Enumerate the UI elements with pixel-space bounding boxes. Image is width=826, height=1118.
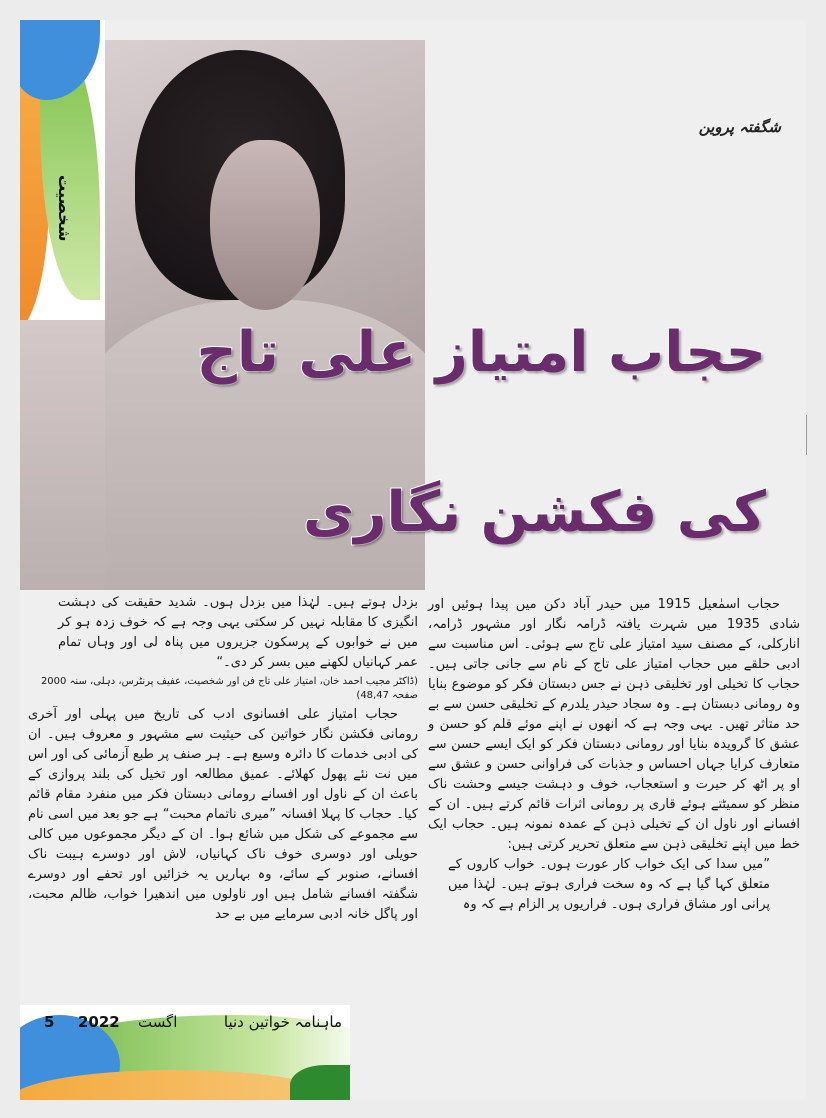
divider	[806, 415, 807, 455]
text-line: کر حیرت و استعجاب، خوف و دہشت جیسے وحشت ناک منظر کو سمیٹتے ہوئے	[428, 777, 801, 812]
quote-line: دہشت انگیزی کا مقابلہ نہیں کر سکتی یہی وجہ ہے کہ خوف زدہ	[58, 595, 418, 630]
text-line: تخلیقی حسن سے بے حد متاثر تھیں۔ یہی وجہ ہے کہ انھوں نے اپنے موئے	[428, 697, 800, 732]
text-line: تخیلی ذہن کے عمدہ نمونہ ہیں۔ حجاب ایک خط میں اپنے تخلیقی ذہن سے	[428, 817, 800, 852]
text-line: میں اندھیرا خواب، ظالم محبت، اور پاگل خانہ ادبی سرمایے میں بے حد	[28, 887, 418, 922]
text-line: متعارف کرایا جہاں احساس و جذبات کی فراوانی حسن و عشق سے او پر اٹھ	[428, 757, 800, 792]
quote-line: وہاں تمام عمر کہانیاں لکھنے میں بسر کر دی۔“	[58, 635, 418, 670]
text-line: شائع ہوا۔ ان کے دیگر مجموعوں میں کالی حویلی اور دوسری خوف ناک	[28, 827, 418, 862]
text-line: ناول اور افسانے رومانی دبستان فکر میں منفرد مقام قائم کیا۔ حجاب کا پہلا	[28, 787, 419, 822]
block-quote	[428, 855, 800, 915]
paragraph	[428, 595, 800, 855]
magazine-name: ماہنامہ خواتین دنیا	[223, 1013, 342, 1031]
text-line: پھول کھلائے۔ عمیق مطالعہ اور تخیل کی بلند پروازی کے باعث ان کے	[28, 767, 418, 802]
block-quote	[28, 593, 418, 673]
paragraph	[28, 705, 418, 925]
text-line: دبستان فکر کو موضوع بنایا وہ رومانی دبستان ہے۔ وہ سجاد حیدر یلدرم کے	[428, 677, 801, 712]
decorative-swoosh-top	[20, 20, 105, 320]
article-title-line1: حجاب امتیاز علی تاج	[196, 320, 766, 385]
text-line: فکشن نگار خواتین کی حیثیت سے مشہور و معروف ہیں۔ ان کی ادبی	[28, 727, 419, 762]
portrait-photo-edge	[20, 320, 105, 590]
quote-line: ”میں سدا کی ایک خواب کار عورت ہوں۔ خواب کاروں	[466, 857, 771, 872]
text-line: قلم کو حسن و عشق کا گرویدہ بنایا اور رومانی دبستان فکر کو ایک ایسے حسن سے	[428, 717, 800, 752]
text-line: تاج کے نام سے جانی جاتی ہیں۔ حجاب کا تخیلی اور تخلیقی ذہن نے جس	[428, 657, 800, 692]
text-line: افسانہ ”میری ناتمام محبت“ ہے جو بعد میں اسی نام سے مجموعے کی شکل میں	[28, 807, 418, 842]
page-footer	[20, 1005, 350, 1100]
citation: (ڈاکٹر مجیب احمد خان، امتیاز علی تاج فن اور شخصیت، عفیف پرنٹرس، دہلی، سنہ 2000 صفحہ 48,47)	[40, 676, 418, 701]
issue-year: 2022	[78, 1013, 120, 1031]
left-column	[28, 593, 418, 925]
text-line: امتیاز علی تاج سے ہوئی۔ اس مناسبت سے ادبی حلقے میں حجاب امتیاز علی	[428, 637, 800, 672]
text-line: کہانیاں، لاش اور دوسرے ہیبت ناک افسانے، صنوبر کے سائے، وہ	[28, 847, 418, 882]
text-line: متعلق تحریر کرتی ہیں:	[507, 837, 636, 852]
quote-line: بزدل ہوتے ہیں۔ لہٰذا میں بزدل ہوں۔ شدید حقیقت کی	[101, 595, 418, 610]
text-line: بہاریں یہ خزائیں اور تحفے اور دوسرے شگفتہ افسانے شامل ہیں اور ناولوں	[28, 867, 418, 902]
text-line: حجاب اسمٰعیل 1915 میں حیدر آباد دکن میں پیدا ہوئیں اور شادی	[428, 597, 800, 632]
quote-line: کے متعلق کہا گیا ہے کہ وہ سخت فراری ہوتے ہیں۔ لہٰذا میں	[448, 857, 770, 892]
text-line: خدمات کا دائرہ وسیع ہے۔ ہر صنف پر طبع آزمائی کی اور اس میں نت نئے	[28, 747, 419, 782]
text-line: 1935 میں شہرت یافتہ ڈرامہ نگار اور مشہور ڈرامہ، انارکلی، کے مصنف سید	[428, 617, 800, 652]
right-column	[428, 595, 800, 915]
section-label: شخصیت	[55, 175, 74, 242]
quote-line: پرانی اور مشاق فراری ہوں۔ فراریوں پر الزام ہے کہ وہ	[462, 897, 770, 912]
text-line: حجاب امتیاز علی افسانوی ادب کی تاریخ میں پہلی اور آخری رومانی	[28, 707, 418, 742]
photo-face	[210, 140, 320, 310]
quote-line: ہو کر میں نے خوابوں کے پرسکون جزیروں میں پناہ لی اور	[58, 615, 418, 650]
text-line: قاری پر رومانی اثرات قائم کرتے ہیں۔ ان کے افسانے اور ناول ان کے	[428, 797, 800, 832]
issue-month: اگست	[138, 1013, 178, 1031]
article-title-line2: کی فکشن نگاری	[302, 480, 766, 545]
author-name: شگفتہ پروین	[698, 118, 781, 136]
page-number: 5	[44, 1013, 55, 1031]
